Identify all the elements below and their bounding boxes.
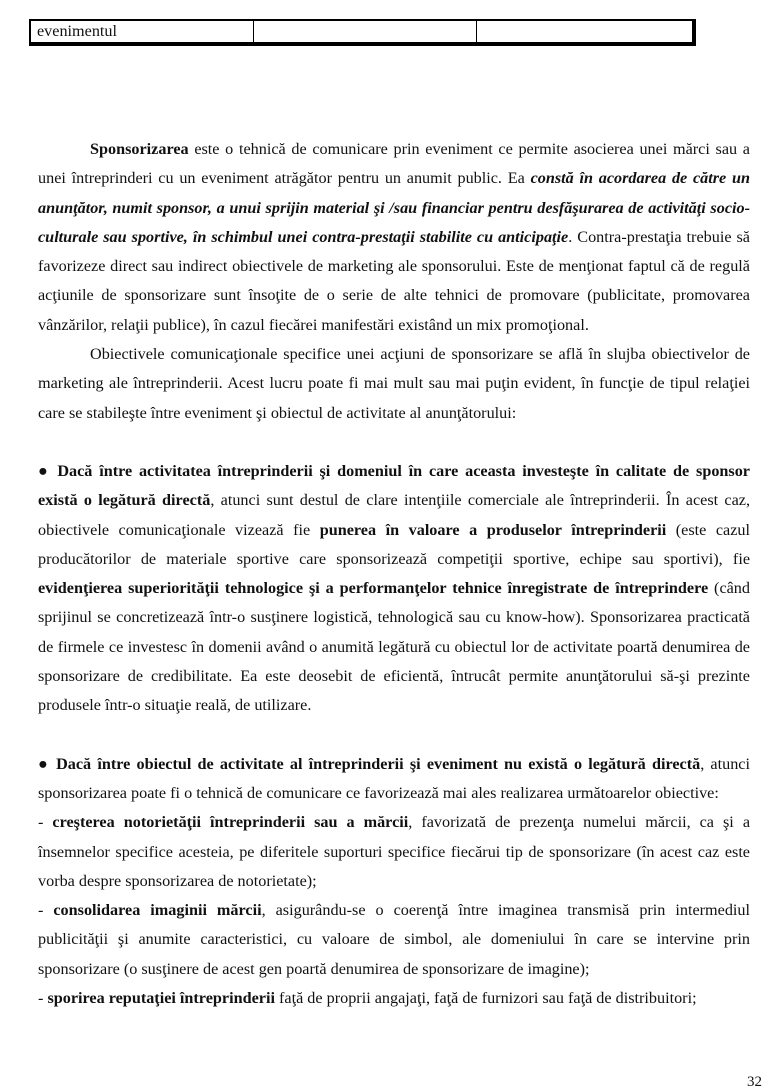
list-item (38, 984, 750, 1013)
emphasis: punerea în valoare a produselor întreprinderii (319, 520, 667, 539)
table-fragment (29, 19, 696, 46)
text-run: (când sprijinul se concretizează într-o susţinere logistică, tehnologică sau cu know-how). Sponsorizarea practicată de firmele ce investesc în domenii având o anumită legătură cu obiectul lor de activitate poartă denumirea de sponsorizare de credibilitate. Ea este deosebit de eficientă, întrucât permite anunţătorului să-şi prezinte produsele într-o situaţie reală, de utilizare. (38, 579, 750, 715)
bullet-heading: ● Dacă între obiectul de activitate al întreprinderii şi eveniment nu există o legătură directă (38, 754, 701, 773)
text-run: (este cazul producătorilor de materiale sportive care sponsorizează competiţii sportive, echipe sau sportivi), fie (38, 520, 751, 568)
paragraph-sponsorizarea (38, 135, 750, 340)
table-cell (477, 20, 695, 44)
text-run: faţă de proprii angajaţi, faţă de furnizori sau faţă de distribuitori; (274, 989, 697, 1008)
text-run: , favorizată de prezenţa numelui mărcii, ca şi a însemnelor specifice acesteia, pe diferitele suporturi specifice fiecărui tip de sponsorizare (în acest caz este vorba despre sponsorizarea de notorietate); (38, 813, 751, 890)
emphasis: creşterea notorietăţii întreprinderii sau a mărcii (52, 813, 409, 832)
list-dash: - (38, 813, 53, 832)
emphasis: consolidarea imaginii mărcii (53, 901, 262, 920)
list-item (38, 808, 750, 896)
text-run: este o tehnică de comunicare prin eveniment ce permite asocierea unei mărci sau a unei întreprinderi cu un eveniment atrăgător pentru un anumit public. Ea (38, 140, 750, 188)
paragraph-obiective: Obiectivele comunicaţionale specifice unei acţiuni de sponsorizare se află în slujba obiectivelor de marketing ale întreprinderii. Acest lucru poate fi mai mult sau mai puţin evident, în funcţie de tipul relaţiei care se stabileşte între eveniment şi obiectul de activitate al anunţătorului: (38, 345, 750, 422)
text-run: , atunci sponsorizarea poate fi o tehnică de comunicare ce favorizează mai ales realizarea următoarelor obiective: (38, 754, 750, 802)
definition-emphasis: constă în acordarea de către un anunţător, numit sponsor, a unui sprijin material şi /sau financiar pentru desfăşurarea de activităţi socio-culturale sau sportive, în schimbul unei contra-prestaţii stabilite cu anticipaţie (38, 169, 751, 246)
term-sponsorizarea: Sponsorizarea (90, 140, 189, 158)
page-number: 32 (747, 1074, 762, 1090)
emphasis: sporirea reputaţiei întreprinderii (47, 989, 275, 1008)
list-dash: - (38, 901, 54, 920)
bullet-heading: ● Dacă între activitatea întreprinderii şi domeniul în care aceasta investeşte în calitate de sponsor există o legătură directă (38, 461, 750, 510)
table-cell: evenimentul (30, 20, 254, 44)
table-row (30, 20, 694, 44)
table-cell (254, 20, 477, 44)
paragraph-legatura-indirecta (38, 750, 750, 809)
text-run: , atunci sunt destul de clare intenţiile comerciale ale întreprinderii. În acest caz, obiectivele comunicaţionale vizează fie (38, 491, 750, 539)
list-item (38, 896, 750, 984)
text-run: , asigurându-se o coerenţă între imaginea transmisă prin intermediul publicităţii şi anumite caracteristici, cu valoare de simbol, ale domeniului în care se intervine prin sponsorizare (o susţinere de acest gen poartă denumirea de sponsorizare de imagine); (38, 901, 750, 978)
emphasis: evidenţierea superiorităţii tehnologice şi a performanţelor tehnice înregistrate de întreprindere (38, 579, 709, 598)
list-dash: - (38, 989, 48, 1008)
document-body (38, 135, 750, 1013)
spacer (38, 428, 750, 457)
paragraph-legatura-directa (38, 457, 750, 721)
text-run: . Contra-prestaţia trebuie să favorizeze direct sau indirect obiectivele de marketing ale sponsorului. Este de menţionat faptul că de regulă acţiunile de sponsorizare sunt însoţite de o serie de alte tehnici de promovare (publicitate, promovarea vânzărilor, relaţii publice), în cazul fiecărei manifestări existând un mix promoţional. (38, 227, 750, 334)
spacer (38, 721, 750, 750)
